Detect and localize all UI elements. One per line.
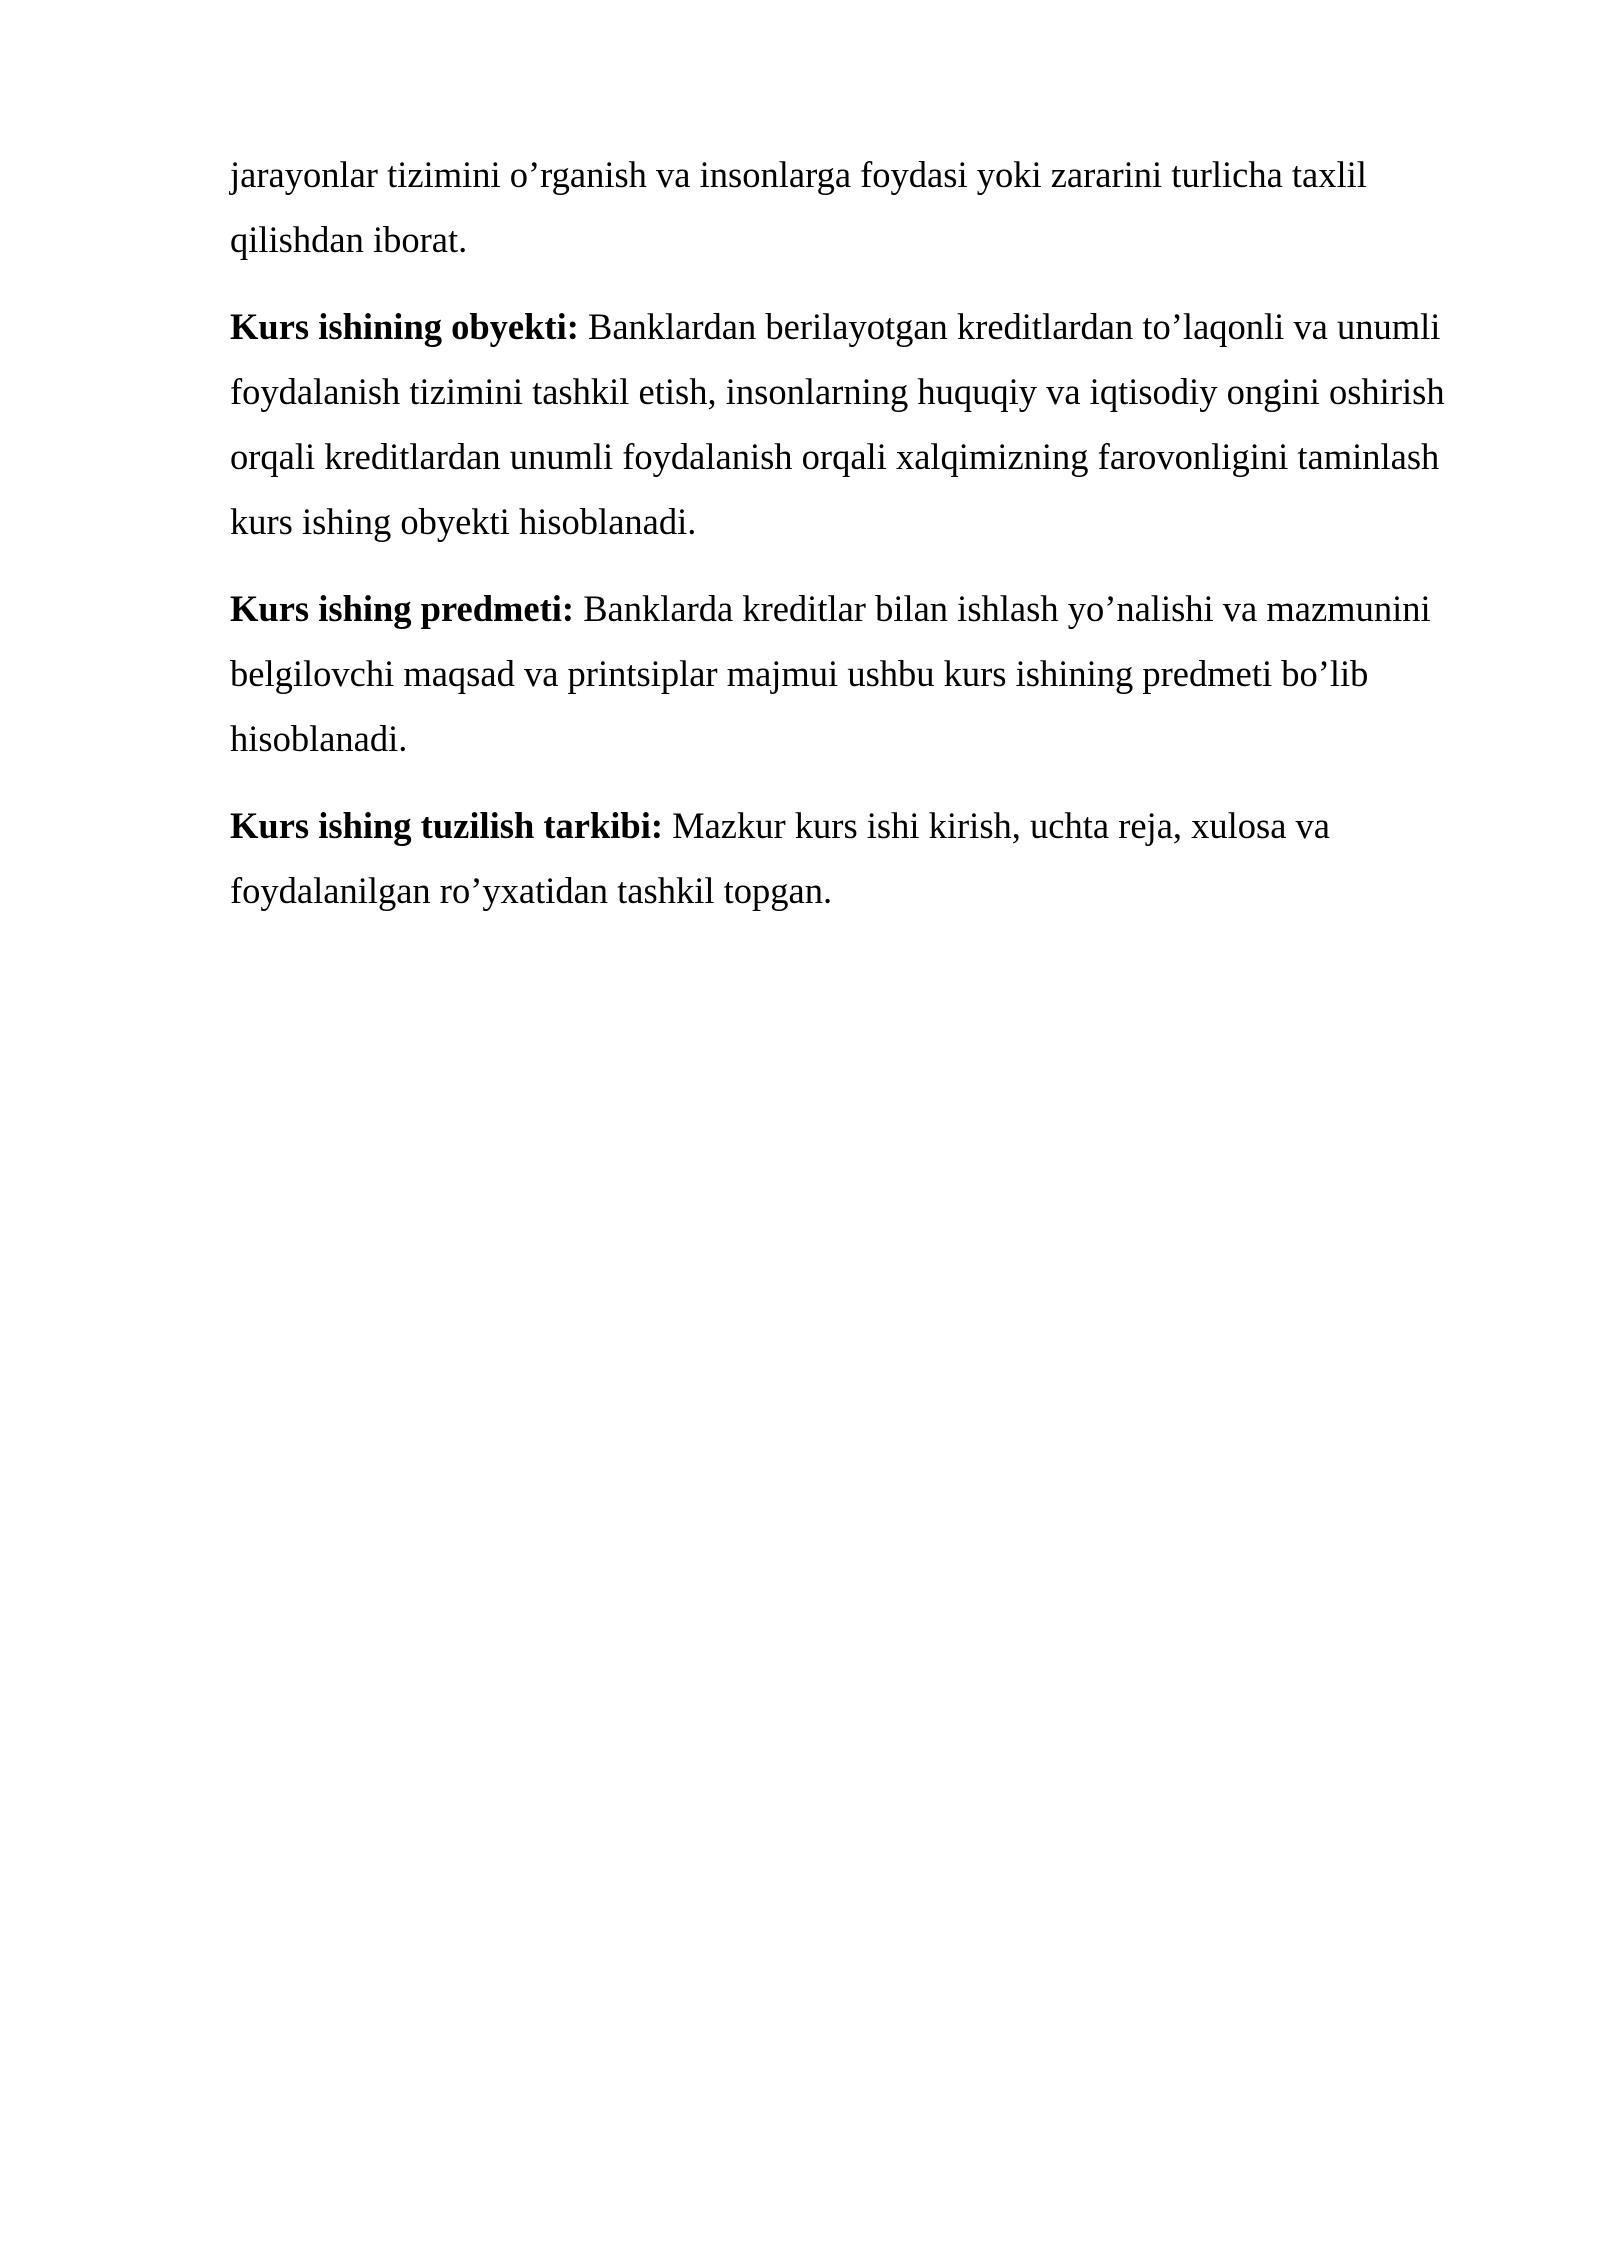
text-run: Banklarda kreditlar bilan ishlash yo’nalishi va mazmunini [574, 588, 1431, 629]
text-line: foydalanilgan ro’yxatidan tashkil topgan. [230, 870, 833, 911]
paragraph-course-structure [230, 793, 1492, 923]
paragraph-heading: Kurs ishing tuzilish tarkibi: [230, 805, 664, 846]
text-line: belgilovchi maqsad va printsiplar majmui ushbu kurs ishining predmeti bo’lib [230, 653, 1369, 694]
text-line: hisoblanadi. [230, 718, 408, 759]
text-line [230, 576, 1492, 641]
text-line: jarayonlar tizimini o’rganish va insonlarga foydasi yoki zararini turlicha taxlil [230, 154, 1367, 195]
text-line [230, 793, 1492, 858]
paragraph-course-object [230, 294, 1492, 554]
paragraph-course-subject [230, 576, 1492, 771]
document-body [230, 142, 1492, 945]
paragraph-intro [230, 142, 1492, 272]
paragraph-heading: Kurs ishining obyekti: [230, 306, 579, 347]
text-run: Mazkur kurs ishi kirish, uchta reja, xulosa va [663, 805, 1331, 846]
text-line [230, 294, 1492, 359]
text-line: kurs ishing obyekti hisoblanadi. [230, 501, 697, 542]
text-line: orqali kreditlardan unumli foydalanish orqali xalqimizning farovonligini taminlash [230, 436, 1440, 477]
paragraph-heading: Kurs ishing predmeti: [230, 588, 575, 629]
text-run: Banklardan berilayotgan kreditlardan to’laqonli va unumli [578, 306, 1441, 347]
text-line: qilishdan iborat. [230, 219, 468, 260]
text-line: foydalanish tizimini tashkil etish, insonlarning huquqiy va iqtisodiy ongini oshirish [230, 371, 1445, 412]
